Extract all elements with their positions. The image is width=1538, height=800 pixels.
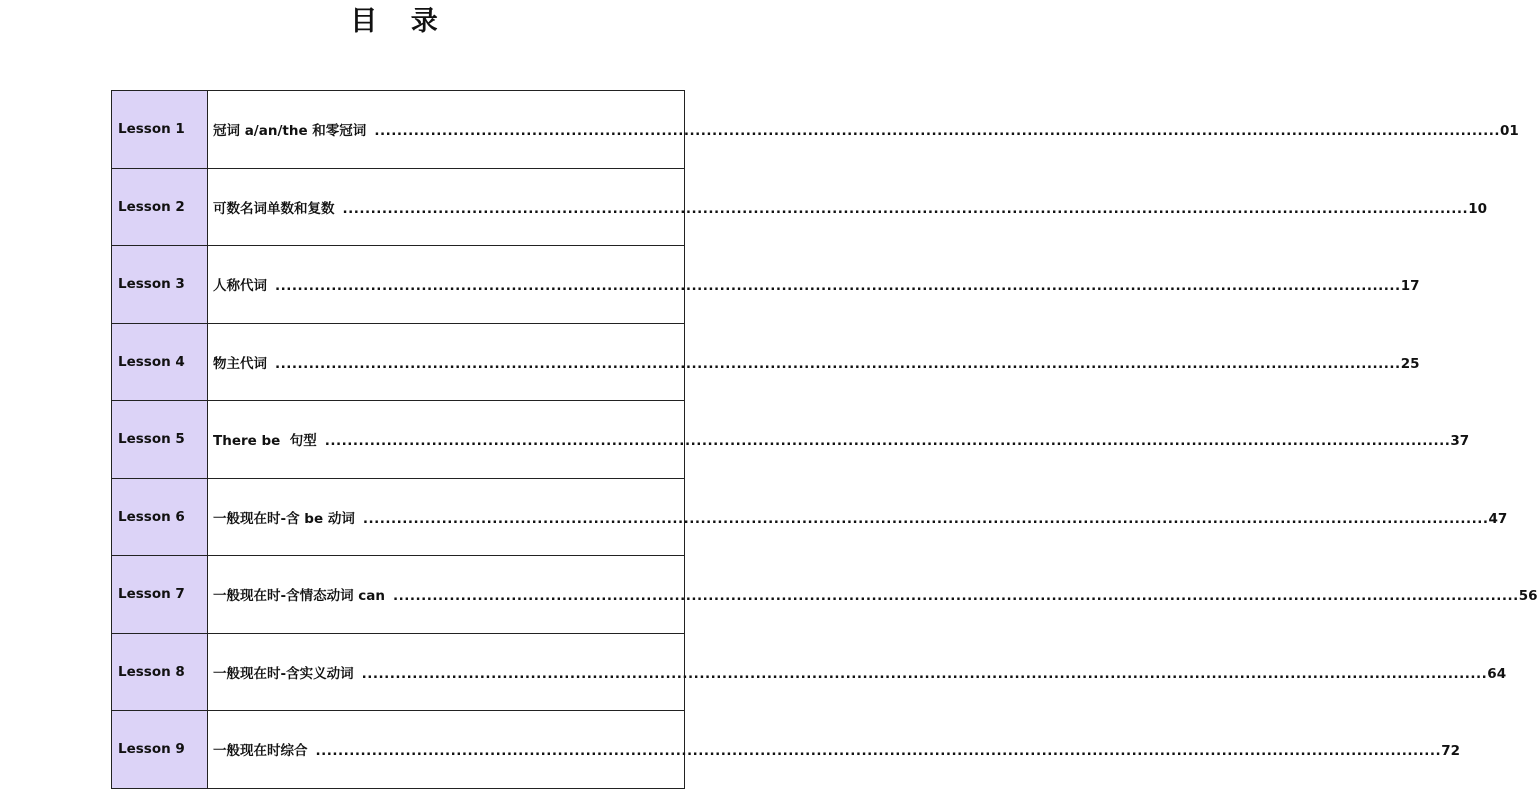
dot-leader: ........................................................................................................................................................................................................ [374,123,1500,140]
table-row[interactable] [112,556,685,634]
entry-title: 一般现在时综合 [213,743,308,760]
page-number: 64 [1487,665,1507,682]
page-number: 17 [1400,278,1420,295]
lesson-label: Lesson 4 [112,323,208,401]
toc-entry[interactable] [208,711,1460,789]
page-title: 目 录 [350,6,450,37]
table-of-contents [111,90,1538,789]
table-row[interactable] [112,91,685,169]
entry-title: 一般现在时-含 be 动词 [213,510,355,527]
toc-entry[interactable] [208,168,1487,246]
dot-leader: ........................................................................................................................................................................................................ [275,355,1401,372]
dot-leader: ........................................................................................................................................................................................................ [361,665,1488,682]
entry-title: 物主代词 [213,355,267,372]
table-row[interactable] [112,401,685,479]
table-row[interactable] [112,633,685,711]
page-number: 47 [1488,510,1508,527]
toc-entry[interactable] [208,91,1519,169]
page-number: 37 [1450,433,1470,450]
dot-leader: ........................................................................................................................................................................................................ [275,278,1401,295]
entry-title: 人称代词 [213,278,267,295]
page-number: 25 [1400,355,1420,372]
lesson-label: Lesson 1 [112,91,208,169]
toc-entry[interactable] [208,478,1508,556]
toc-entry[interactable] [208,401,1470,479]
page-number: 10 [1468,200,1487,217]
toc-entry[interactable] [208,556,1538,634]
lesson-label: Lesson 2 [112,168,208,246]
table-row[interactable] [112,168,685,246]
dot-leader: ........................................................................................................................................................................................................ [324,433,1451,450]
lesson-label: Lesson 3 [112,246,208,324]
table-row[interactable] [112,711,685,789]
table-row[interactable] [112,323,685,401]
page-number: 01 [1500,123,1519,140]
page-number: 56 [1518,588,1538,605]
entry-title: 一般现在时-含实义动词 [213,665,354,682]
lesson-label: Lesson 7 [112,556,208,634]
lesson-label: Lesson 9 [112,711,208,789]
table-row[interactable] [112,246,685,324]
page-number: 72 [1441,743,1460,760]
entry-title: There be 句型 [213,433,317,450]
table-row[interactable] [112,478,685,556]
lesson-label: Lesson 6 [112,478,208,556]
lesson-label: Lesson 8 [112,633,208,711]
dot-leader: ........................................................................................................................................................................................................ [315,743,1442,760]
toc-entry[interactable] [208,633,1507,711]
dot-leader: ........................................................................................................................................................................................................ [342,200,1469,217]
entry-title: 一般现在时-含情态动词 can [213,588,386,605]
toc-entry[interactable] [208,323,1420,401]
entry-title: 可数名词单数和复数 [213,200,335,217]
dot-leader: ........................................................................................................................................................................................................ [393,588,1519,605]
entry-title: 冠词 a/an/the 和零冠词 [213,123,367,140]
dot-leader: ........................................................................................................................................................................................................ [362,510,1489,527]
lesson-label: Lesson 5 [112,401,208,479]
toc-entry[interactable] [208,246,1420,324]
